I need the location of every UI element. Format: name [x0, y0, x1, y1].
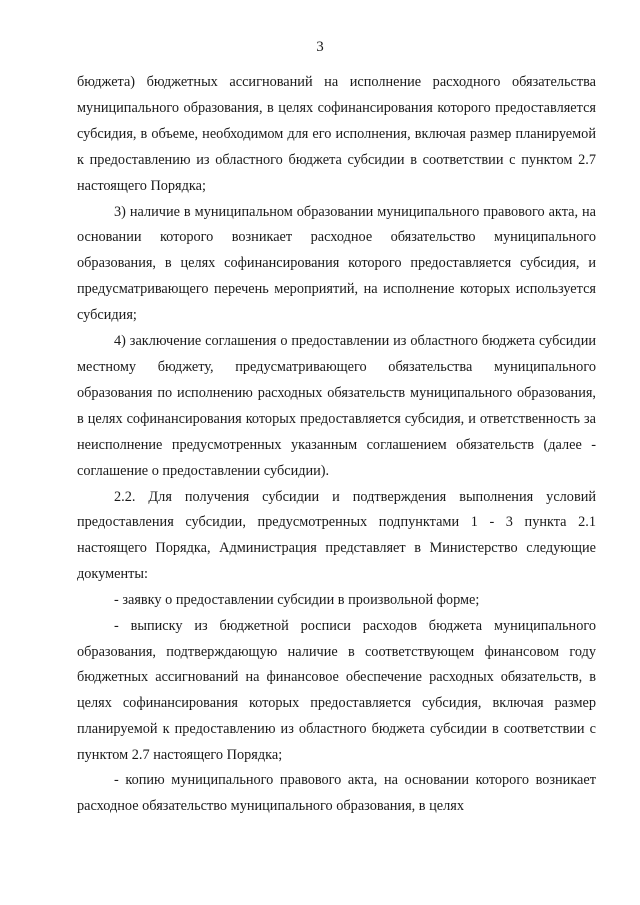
paragraph-municipal-legal-act: 3) наличие в муниципальном образовании муниципального правового акта, на основании которого возникает расходное обязательство муниципального образования, в целях софинансирования которого предоставляется субсидия, и предусматривающего перечень мероприятий, на исполнение которых используется субсидия;: [77, 203, 596, 324]
list-item-budget-extract: - выписку из бюджетной росписи расходов бюджета муниципального образования, подтверждающую наличие в соответствующем финансовом году бюджетных ассигнований на финансовое обеспечение расходных обязательств, в целях софинансирования которых предоставляется субсидия, включая размер планируемой к предоставлению из областного бюджета субсидии в соответствии с пунктом 2.7 настоящего Порядка;: [77, 618, 596, 763]
paragraph-budget-allocations: бюджета) бюджетных ассигнований на исполнение расходного обязательства муниципального образования, в целях софинансирования которого предоставляется субсидия, в объеме, необходимом для его исполнения, включая размер планируемой к предоставлению из областного бюджета субсидии в соответствии с пунктом 2.7 настоящего Порядка;: [77, 74, 596, 194]
list-item-legal-act-copy: - копию муниципального правового акта, на основании которого возникает расходное обязательство муниципального образования, в целях: [77, 772, 596, 815]
page-number: 3: [316, 39, 324, 55]
document-body: [77, 70, 596, 820]
paragraph-subsidy-agreement: 4) заключение соглашения о предоставлении из областного бюджета субсидии местному бюджету, предусматривающего обязательства муниципального образования по исполнению расходных обязательств муниципального образования, в целях софинансирования которых предоставляется субсидия, и ответственность за неисполнение предусмотренных указанным соглашением обязательств (далее - соглашение о предоставлении субсидии).: [77, 333, 596, 479]
list-item-application: - заявку о предоставлении субсидии в произвольной форме;: [114, 592, 480, 609]
paragraph-documents-submission: 2.2. Для получения субсидии и подтверждения выполнения условий предоставления субсидии, предусмотренных подпунктами 1 - 3 пункта 2.1 настоящего Порядка, Администрация представляет в Министерство следующие документы:: [77, 488, 596, 583]
